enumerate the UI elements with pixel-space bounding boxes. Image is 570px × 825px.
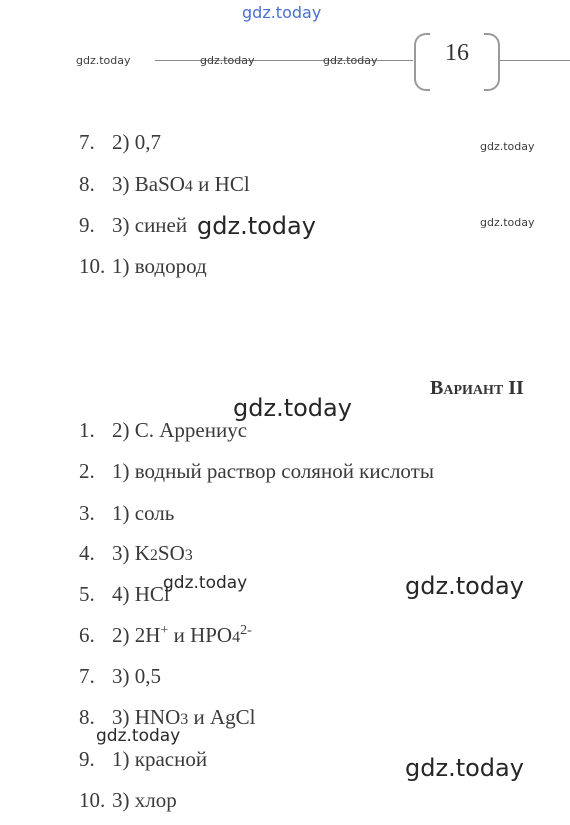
item-answer: 3) K2SO3 — [112, 541, 193, 565]
watermark-mid-1: gdz.today — [163, 573, 248, 593]
item-answer: 1) водород — [112, 254, 207, 278]
item-answer: 4) HCl — [112, 582, 170, 606]
item-answer: 2) 2H+ и $HPO4^{2-}$ — [112, 623, 252, 647]
answer-item-v1-9 — [79, 213, 187, 238]
item-answer: 3) BaSO4 и HCl — [112, 172, 250, 196]
item-answer: 2) 0,7 — [112, 130, 161, 154]
item-number: 3. — [79, 501, 95, 525]
item-number: 2. — [79, 459, 95, 483]
item-answer: 1) соль — [112, 501, 175, 525]
item-answer: 1) красной — [112, 747, 208, 771]
answer-item-v2-5 — [79, 582, 170, 607]
item-number: 1. — [79, 418, 95, 442]
item-number: 8. — [79, 705, 95, 729]
answer-item-v2-1 — [79, 418, 247, 443]
watermark-large-1: gdz.today — [197, 212, 316, 240]
item-number: 10. — [79, 254, 106, 278]
page-number-bracket-left — [414, 33, 430, 91]
item-answer: 3) 0,5 — [112, 664, 161, 688]
item-answer: 3) хлор — [112, 788, 177, 812]
answer-item-v2-3 — [79, 501, 174, 526]
answer-item-v2-6 — [79, 623, 252, 648]
answer-item-v2-2 — [79, 459, 434, 484]
watermark-header-2: gdz.today — [200, 54, 255, 67]
variant-title: Вариант II — [430, 377, 524, 399]
item-answer: 3) HNO3 и AgCl — [112, 705, 256, 729]
answer-item-v1-7 — [79, 130, 161, 155]
watermark-right-1: gdz.today — [480, 140, 535, 153]
item-number: 4. — [79, 541, 95, 565]
watermark-top: gdz.today — [242, 3, 322, 22]
watermark-mid-2: gdz.today — [96, 726, 181, 746]
page-number-bracket-right — [484, 33, 500, 91]
item-answer: 2) С. Аррениус — [112, 418, 248, 442]
page-number: 16 — [445, 40, 469, 66]
watermark-header-3: gdz.today — [323, 54, 378, 67]
item-number: 9. — [79, 213, 95, 237]
item-answer: 1) водный раствор соляной кислоты — [112, 459, 434, 483]
answer-item-v2-9 — [79, 747, 207, 772]
header-rule-right — [500, 60, 570, 61]
item-answer: 3) синей — [112, 213, 188, 237]
item-number: 7. — [79, 664, 95, 688]
watermark-large-4: gdz.today — [405, 754, 524, 782]
item-number: 7. — [79, 130, 95, 154]
item-number: 10. — [79, 788, 106, 812]
item-number: 9. — [79, 747, 95, 771]
answer-item-v2-7 — [79, 664, 161, 689]
answer-item-v1-10 — [79, 254, 207, 279]
watermark-large-3: gdz.today — [405, 572, 524, 600]
answer-item-v2-4 — [79, 541, 193, 566]
watermark-right-2: gdz.today — [480, 216, 535, 229]
watermark-large-2: gdz.today — [233, 394, 352, 422]
answer-item-v1-8 — [79, 172, 250, 197]
watermark-header-1: gdz.today — [76, 54, 131, 67]
item-number: 6. — [79, 623, 95, 647]
answer-item-v2-10 — [79, 788, 177, 813]
item-number: 8. — [79, 172, 95, 196]
item-number: 5. — [79, 582, 95, 606]
